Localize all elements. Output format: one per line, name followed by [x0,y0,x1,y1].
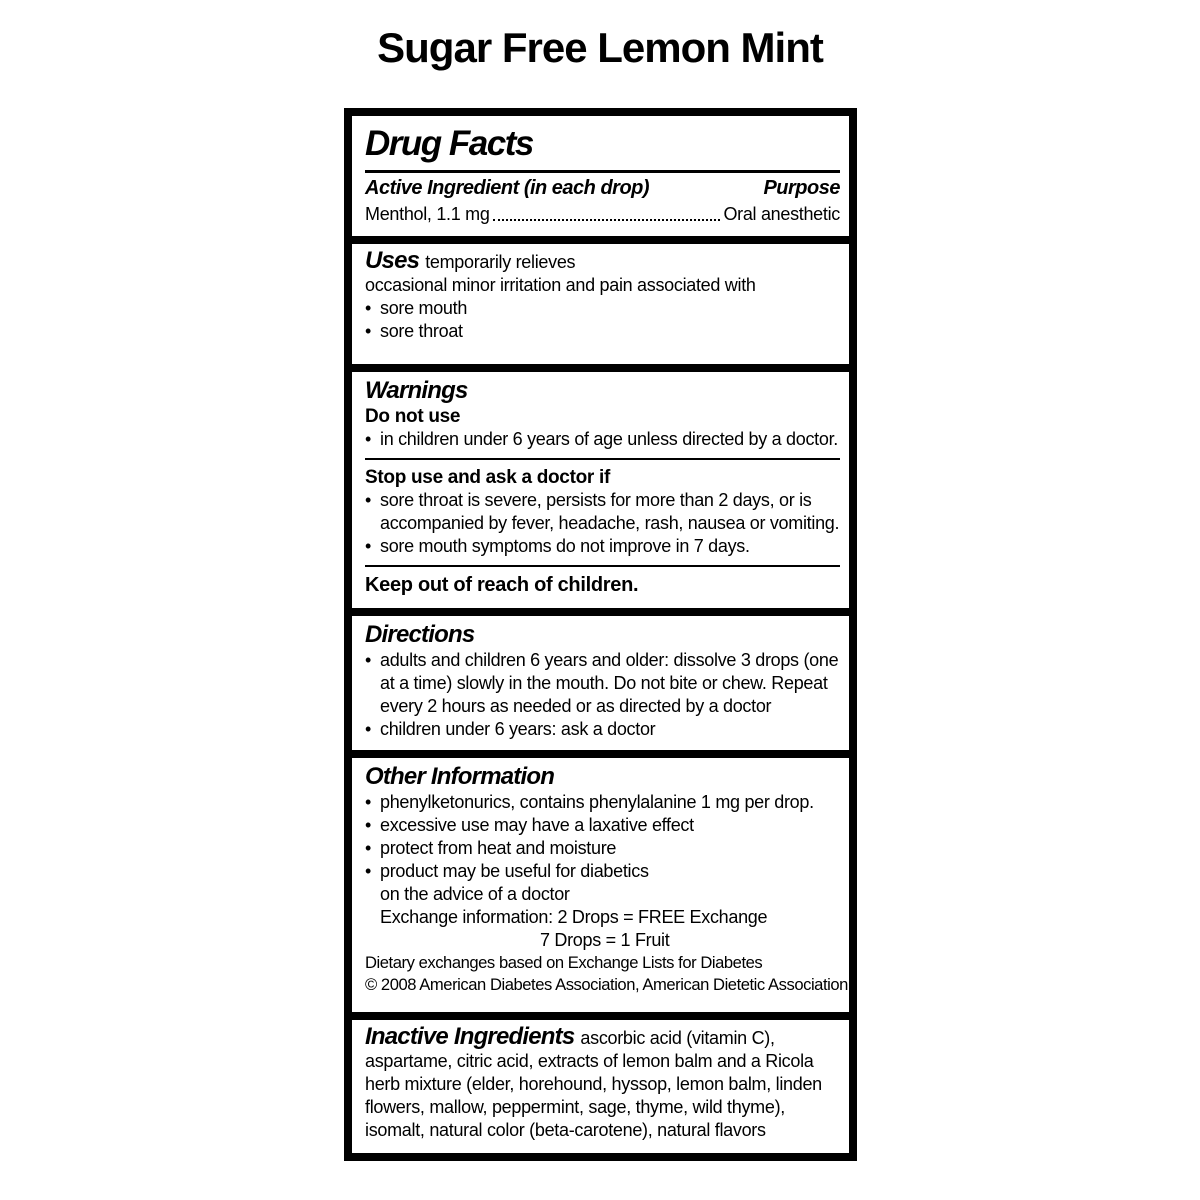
copyright-footnote: © 2008 American Diabetes Association, American Dietetic Association. [365,975,853,994]
other-info-bullet [365,837,840,860]
divider [365,458,840,460]
bullet-icon: • [365,792,372,812]
section-other-information [352,758,853,1012]
uses-line2: occasional minor irritation and pain associated with [365,275,756,295]
directions-bullet [365,718,840,741]
directions-bullet [365,649,840,718]
page-title: Sugar Free Lemon Mint [377,24,823,71]
other-info-bullet-text: protect from heat and moisture [380,838,617,858]
uses-bullet-text: sore throat [380,321,463,341]
dietary-exchanges-footnote: Dietary exchanges based on Exchange Lists for Diabetes [365,953,763,972]
inactive-ingredients-text: ascorbic acid (vitamin C), aspartame, citric acid, extracts of lemon balm and a Ricola herb mixture (elder, horehound, hyssop, lemon balm, linden flowers, mallow, peppermint, sage, thyme, wild thyme), isomalt, natural color (beta-carotene), natural flavors [365,1028,822,1140]
do-not-use-bullet [365,428,840,451]
other-info-bullet [365,814,840,837]
uses-intro-line [365,249,840,274]
bullet-icon: • [365,298,372,318]
divider [365,170,840,173]
bullet-icon: • [365,536,372,556]
divider [365,565,840,567]
bullet-icon: • [365,490,372,510]
stop-use-bullet [365,489,840,535]
other-info-bullet [365,791,840,814]
bullet-icon: • [365,719,372,739]
section-inactive-ingredients [352,1020,849,1153]
bullet-icon: • [365,429,372,449]
dotted-leader [493,219,721,221]
do-not-use-heading: Do not use [365,406,461,427]
other-info-bullet-continuation: on the advice of a doctor [380,884,570,904]
section-warnings [352,372,849,608]
uses-heading: Uses [365,247,420,274]
drug-facts-title: Drug Facts [365,124,533,163]
stop-use-heading: Stop use and ask a doctor if [365,467,610,488]
bullet-icon: • [365,838,372,858]
bullet-icon: • [365,815,372,835]
other-information-heading: Other Information [365,763,555,790]
exchange-info-line2: 7 Drops = 1 Fruit [540,930,670,950]
other-info-bullet-text: phenylketonurics, contains phenylalanine 1 mg per drop. [380,792,814,812]
active-ingredient-purpose: Oral anesthetic [723,204,840,224]
other-info-bullet-text: excessive use may have a laxative effect [380,815,694,835]
purpose-heading: Purpose [763,177,840,199]
section-drug-facts-header [352,116,849,236]
active-ingredient-name: Menthol, 1.1 mg [365,204,490,224]
keep-out-of-reach-text: Keep out of reach of children. [365,574,639,596]
other-info-bullet-text: product may be useful for diabetics [380,861,649,881]
inactive-ingredients-heading: Inactive Ingredients [365,1023,575,1050]
stop-use-bullet-text: sore throat is severe, persists for more than 2 days, or is accompanied by fever, headache, rash, nausea or vomiting. [380,490,840,533]
active-ingredient-row [365,204,840,225]
section-uses [352,244,849,364]
directions-bullet-text: children under 6 years: ask a doctor [380,719,656,739]
do-not-use-bullet-text: in children under 6 years of age unless directed by a doctor. [380,429,838,449]
inactive-ingredients-paragraph [365,1025,840,1142]
uses-bullet-text: sore mouth [380,298,468,318]
stop-use-bullet-text: sore mouth symptoms do not improve in 7 days. [380,536,750,556]
active-ingredient-header-row [365,177,840,200]
warnings-heading: Warnings [365,377,468,404]
uses-bullet [365,297,840,320]
other-info-bullet [365,860,840,883]
uses-bullet [365,320,840,343]
stop-use-bullet [365,535,840,558]
uses-intro: temporarily relieves [425,252,576,272]
section-directions [352,616,849,750]
drug-facts-label [344,108,857,1161]
directions-bullet-text: adults and children 6 years and older: dissolve 3 drops (one at a time) slowly in the mouth. Do not bite or chew. Repeat every 2 hours as needed or as directed by a doctor [380,650,839,716]
directions-heading: Directions [365,621,475,648]
exchange-info-line1: Exchange information: 2 Drops = FREE Exchange [380,907,768,927]
active-ingredient-heading: Active Ingredient (in each drop) [365,177,650,199]
bullet-icon: • [365,321,372,341]
bullet-icon: • [365,861,372,881]
bullet-icon: • [365,650,372,670]
